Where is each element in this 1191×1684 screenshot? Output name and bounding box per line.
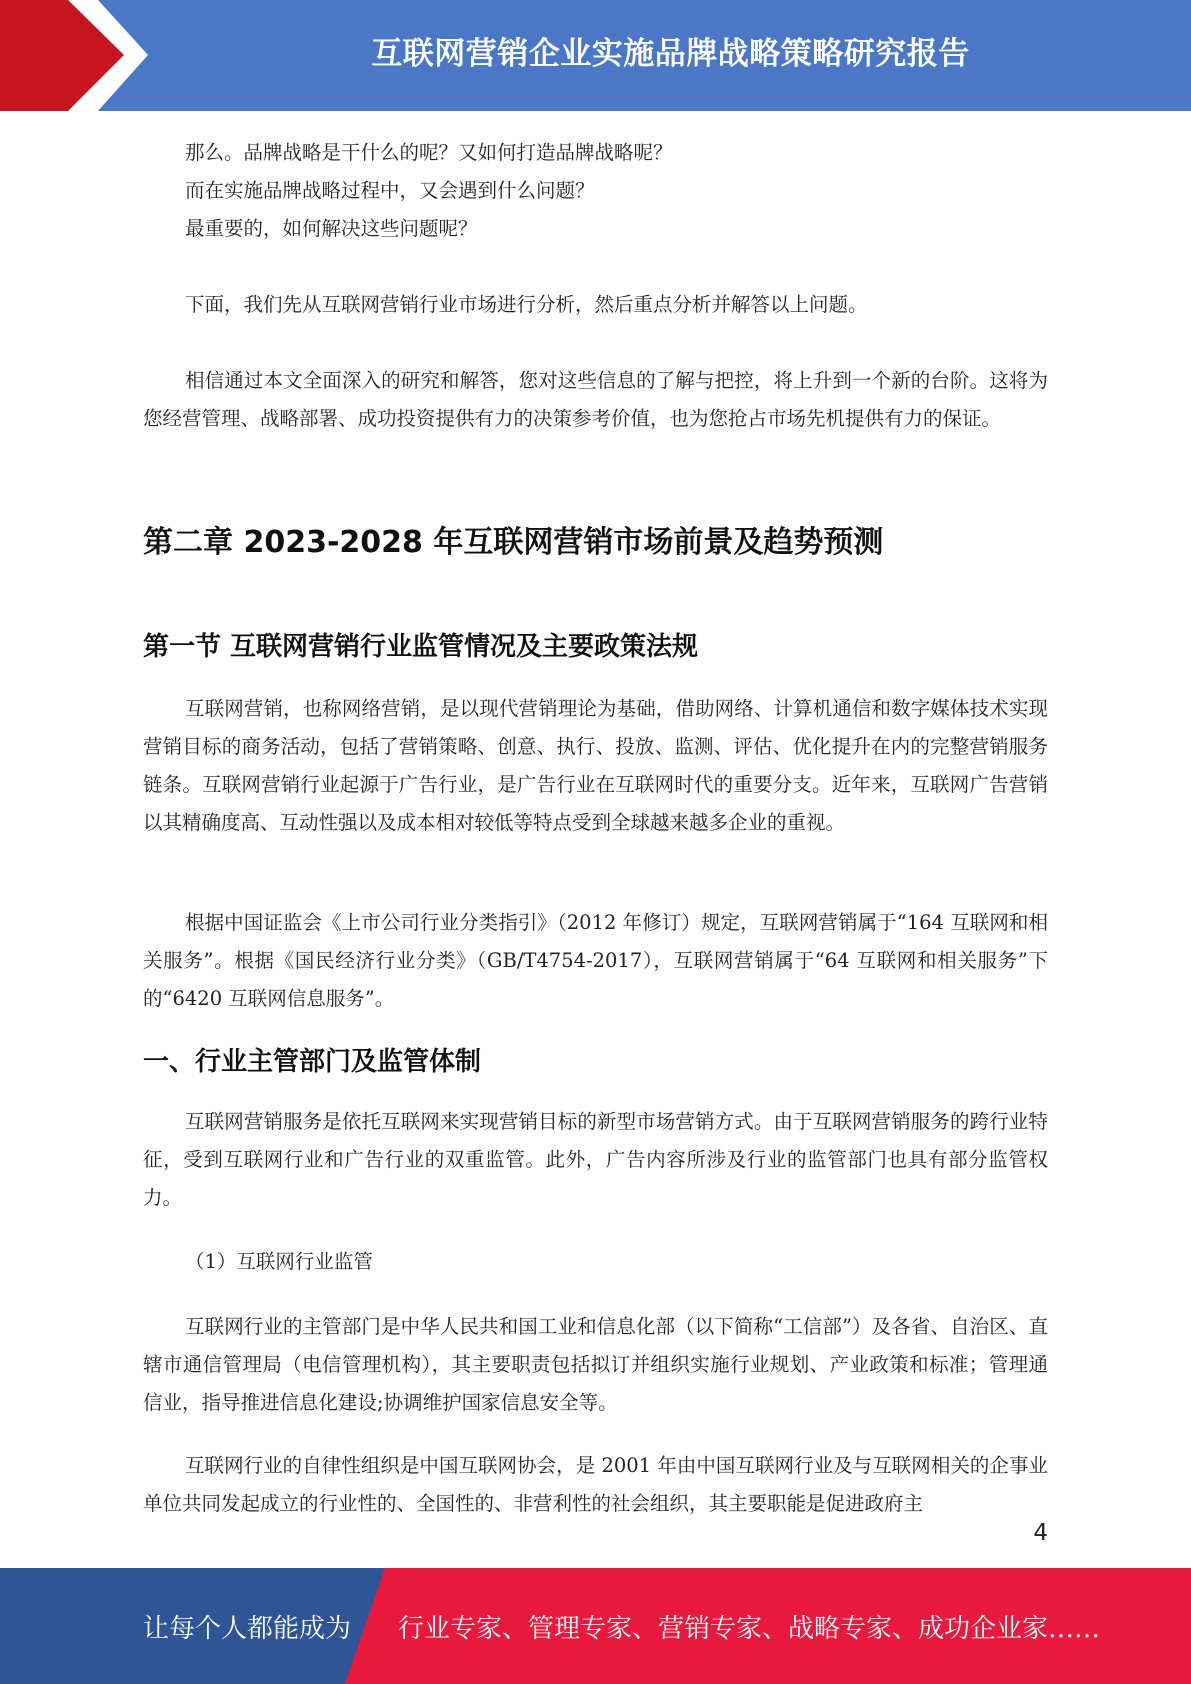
paragraph-definition: 互联网营销，也称网络营销，是以现代营销理论为基础，借助网络、计算机通信和数字媒体技术实现营销目标的商务活动，包括了营销策略、创意、执行、投放、监测、评估、优化提升在内的完整营销服务链条。互联网营销行业起源于广告行业，是广告行业在互联网时代的重要分支。近年来，互联网广告营销以其精确度高、互动性强以及成本相对较低等特点受到全球越来越多企业的重视。 — [143, 697, 1048, 834]
chapter-title: 第二章 2023-2028 年互联网营销市场前景及趋势预测 — [143, 525, 884, 560]
footer-slogan-left: 让每个人都能成为 — [143, 1613, 352, 1644]
page-footer — [0, 1568, 1191, 1684]
subsection-title: 一、行业主管部门及监管体制 — [143, 1047, 482, 1077]
footer-slogan-right: 行业专家、管理专家、营销专家、战略专家、成功企业家…… — [398, 1613, 1101, 1644]
page-number: 4 — [1033, 1520, 1048, 1546]
page-header — [0, 0, 1191, 111]
paragraph-believe: 相信通过本文全面深入的研究和解答，您对这些信息的了解与把控，将上升到一个新的台阶。这将为您经营管理、战略部署、成功投资提供有力的决策参考价值，也为您抢占市场先机提供有力的保证。 — [143, 369, 1048, 430]
intro-line-2: 而在实施品牌战略过程中，又会遇到什么问题？ — [185, 179, 595, 202]
paragraph-department: 互联网行业的主管部门是中华人民共和国工业和信息化部（以下简称“工信部”）及各省、自治区、直辖市通信管理局（电信管理机构），其主要职责包括拟订并组织实施行业规划、产业政策和标准；管理通信业，指导推进信息化建设;协调维护国家信息安全等。 — [143, 1315, 1048, 1414]
paragraph-organization: 互联网行业的自律性组织是中国互联网协会，是 2001 年由中国互联网行业及与互联网相关的企事业单位共同发起成立的行业性的、全国性的、非营利性的社会组织，其主要职能是促进政府主 — [143, 1454, 1048, 1515]
section-title: 第一节 互联网营销行业监管情况及主要政策法规 — [143, 632, 699, 662]
intro-line-3: 最重要的，如何解决这些问题呢？ — [185, 217, 478, 240]
paragraph-service: 互联网营销服务是依托互联网来实现营销目标的新型市场营销方式。由于互联网营销服务的跨行业特征，受到互联网行业和广告行业的双重监管。此外，广告内容所涉及行业的监管部门也具有部分监管权力。 — [143, 1110, 1048, 1209]
intro-line-1: 那么。品牌战略是干什么的呢？又如何打造品牌战略呢？ — [185, 141, 673, 164]
report-title: 互联网营销企业实施品牌战略策略研究报告 — [371, 35, 970, 72]
list-item-internet-regulation: （1）互联网行业监管 — [185, 1250, 373, 1273]
paragraph-classification: 根据中国证监会《上市公司行业分类指引》（2012 年修订）规定，互联网营销属于“164 互联网和相关服务”。根据《国民经济行业分类》（GB/T4754-2017），互联网营销属于“64 互联网和相关服务”下的“6420 互联网信息服务”。 — [143, 911, 1048, 1010]
paragraph-next: 下面，我们先从互联网营销行业市场进行分析，然后重点分析并解答以上问题。 — [185, 293, 868, 316]
